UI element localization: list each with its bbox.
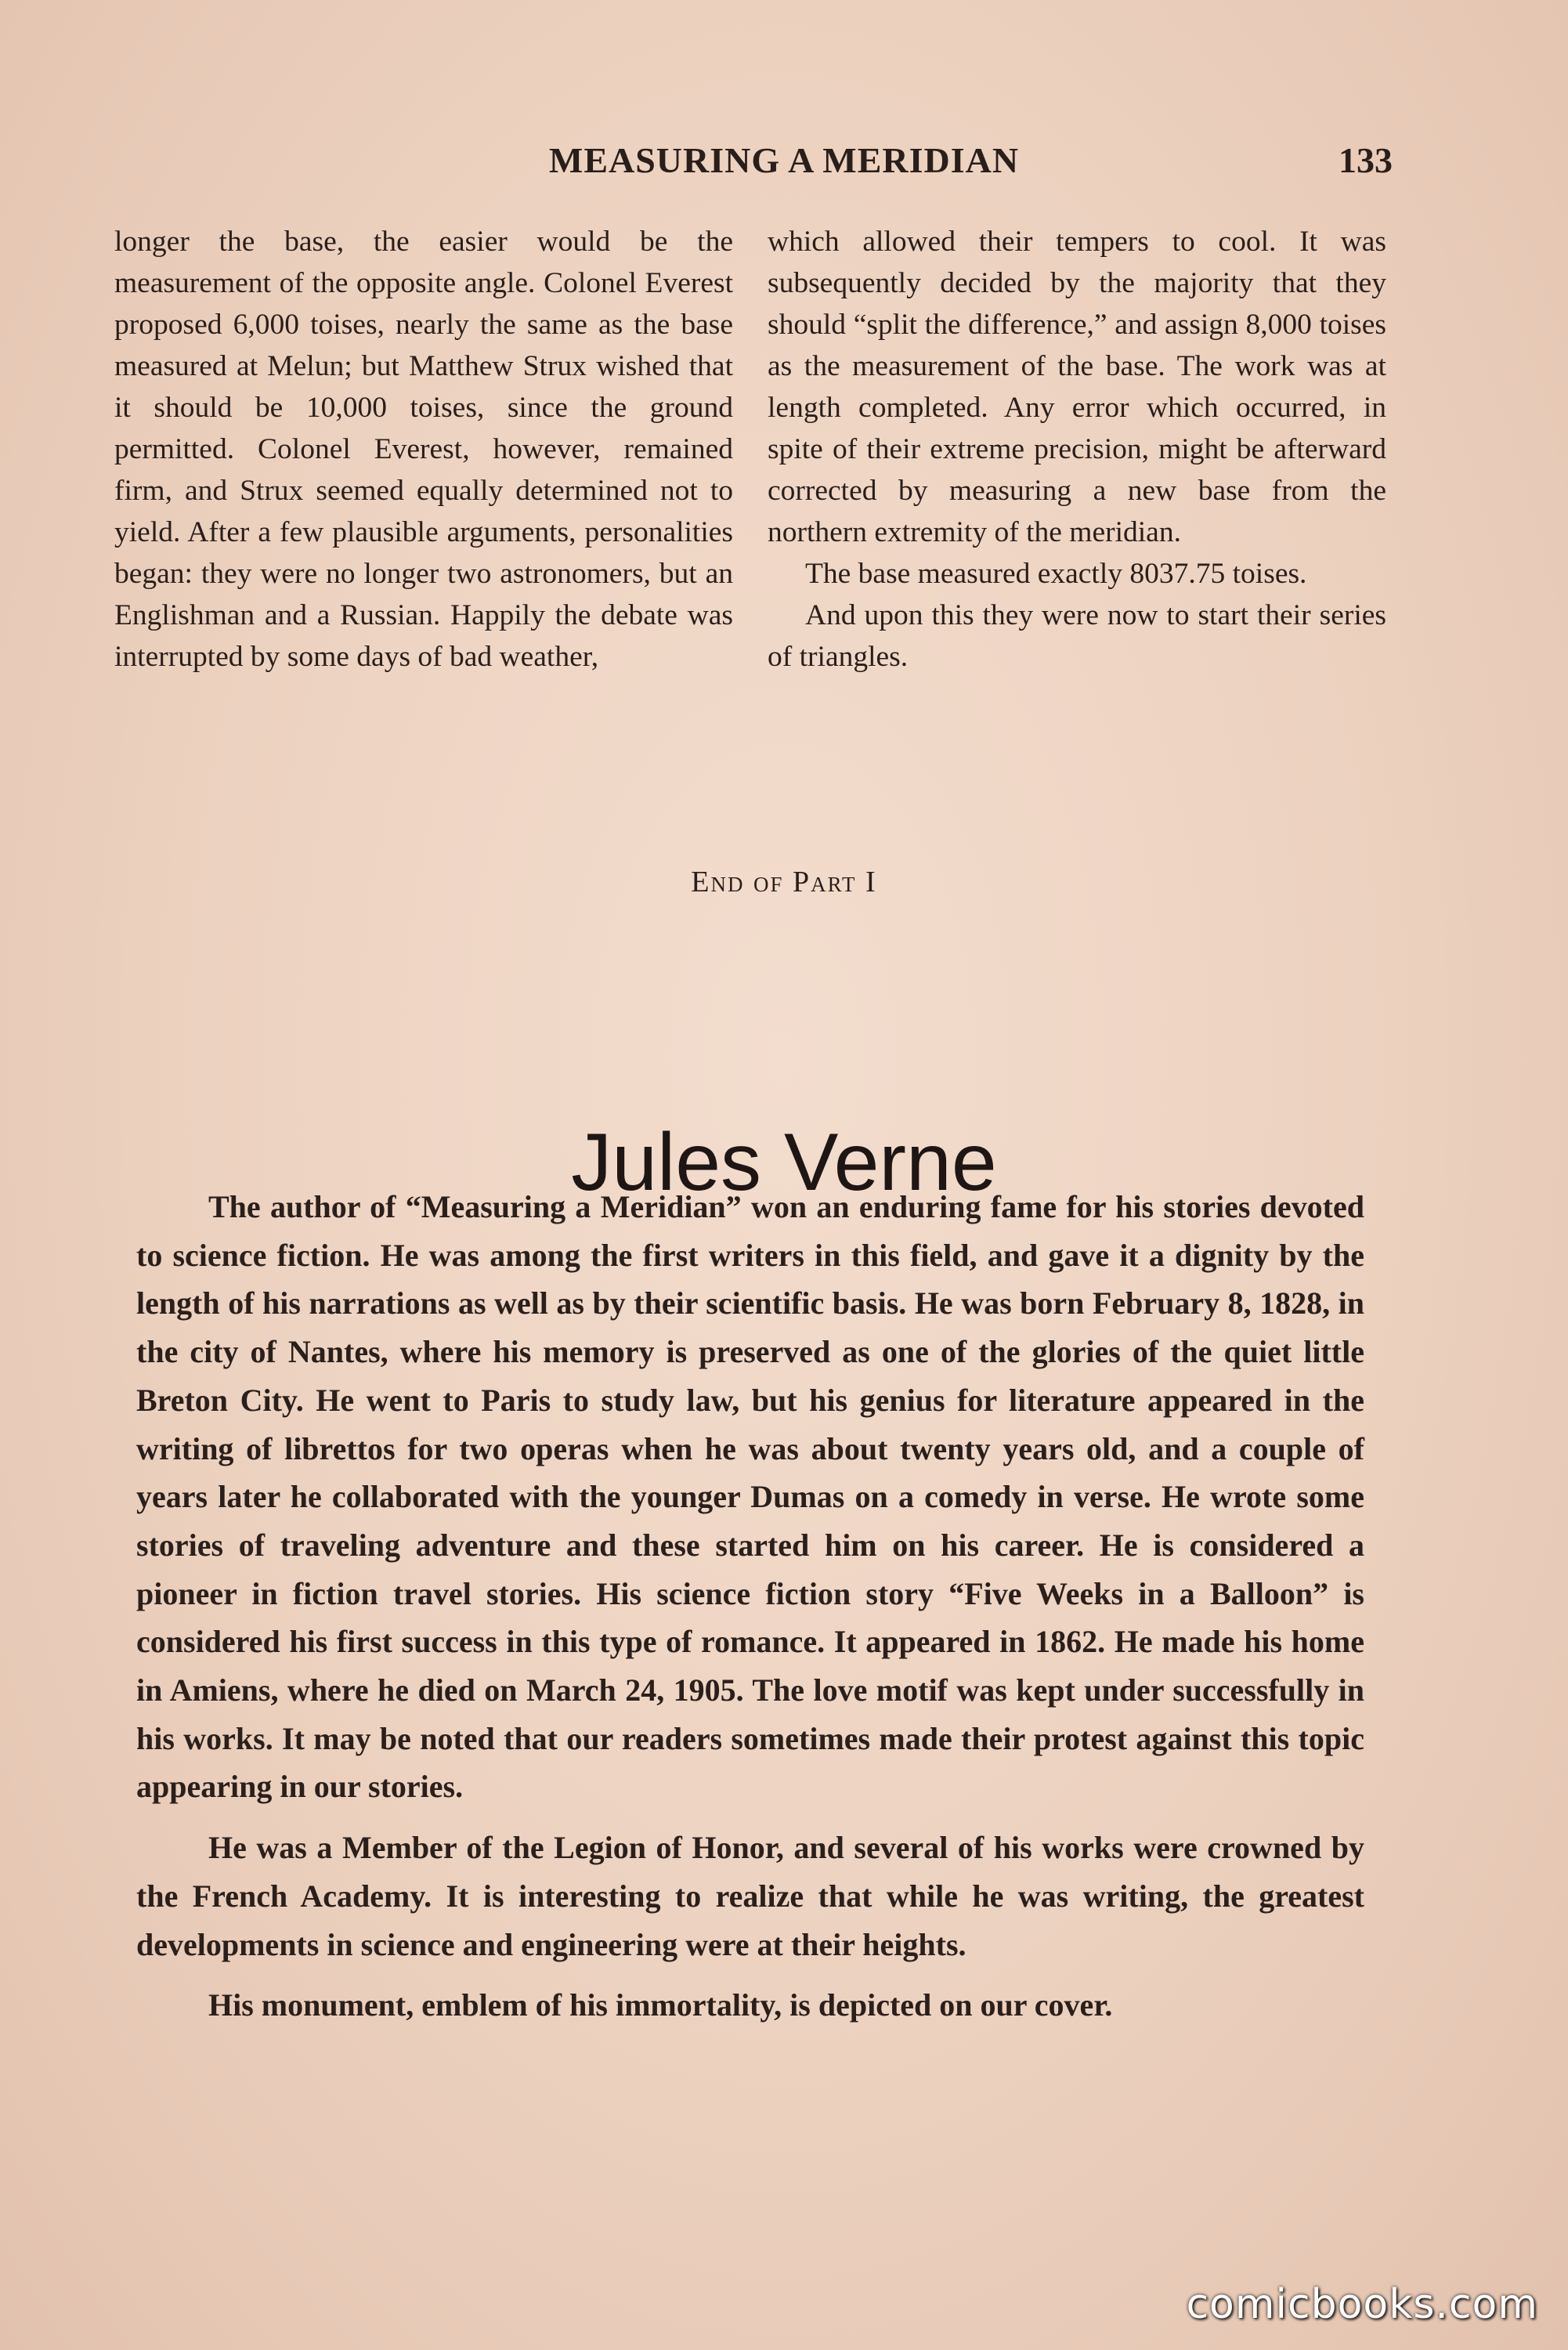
page-number: 133 bbox=[1339, 140, 1393, 180]
bio-paragraph: The author of “Measuring a Meridian” won an enduring fame for his stories devoted to science fiction. He was among the first writers in this field, and gave it a dignity by the length of his narrations as well as by their scientific basis. He was born February 8, 1828, in the city of Nantes, where his memory is preserved as one of the glories of the quiet little Breton City. He went to Paris to study law, but his genius for literature appeared in the writing of librettos for two operas when he was about twenty years old, and a couple of years later he collaborated with the younger Dumas on a comedy in verse. He wrote some stories of traveling adventure and these started him on his career. He is considered a pioneer in fiction travel stories. His science fiction story “Five Weeks in a Balloon” is considered his first success in this type of romance. It appeared in 1862. He made his home in Amiens, where he died on March 24, 1905. The love motif was kept under successfully in his works. It may be noted that our readers sometimes made their protest against this topic appearing in our stories. bbox=[136, 1189, 1364, 1805]
bio-paragraph: His monument, emblem of his immortality, is depicted on our cover. bbox=[208, 1987, 1113, 2023]
left-column-paragraph: longer the base, the easier would be the measurement of the opposite angle. Colonel Everest proposed 6,000 toises, nearly the same as the base measured at Melun; but Matthew Strux wished that it should be 10,000 toises, since the ground permitted. Colonel Everest, however, remained firm, and Strux seemed equally determined not to yield. After a few plausible arguments, personalities began: they were no longer two astronomers, but an Englishman and a Russian. Happily the debate was interrupted by some days of bad weather, bbox=[114, 226, 733, 673]
bio-title: Jules Verne bbox=[571, 1116, 997, 1208]
right-column-paragraph: The base measured exactly 8037.75 toises. bbox=[805, 558, 1307, 590]
page-header bbox=[117, 139, 1451, 186]
watermark: comicbooks.com bbox=[1186, 2281, 1538, 2328]
left-column bbox=[114, 221, 733, 678]
running-title: MEASURING A MERIDIAN bbox=[548, 140, 1020, 180]
bio-text bbox=[136, 1183, 1364, 2042]
two-column-text bbox=[114, 221, 1386, 678]
right-column-paragraph: which allowed their tempers to cool. It was subsequently decided by the majority that they should “split the difference,” and assign 8,000 toises as the measurement of the base. The work was at length completed. Any error which occurred, in spite of their extreme precision, might be afterward corrected by measuring a new base from the northern extremity of the meridian. bbox=[768, 226, 1386, 548]
bio-paragraph: He was a Member of the Legion of Honor, and several of his works were crowned by the French Academy. It is interesting to realize that while he was writing, the greatest developments in science and engineering were at their heights. bbox=[136, 1830, 1364, 1962]
right-column-paragraph: And upon this they were now to start their series of triangles. bbox=[768, 599, 1386, 673]
right-column bbox=[768, 221, 1386, 678]
end-of-part-label: End of Part I bbox=[691, 866, 877, 898]
